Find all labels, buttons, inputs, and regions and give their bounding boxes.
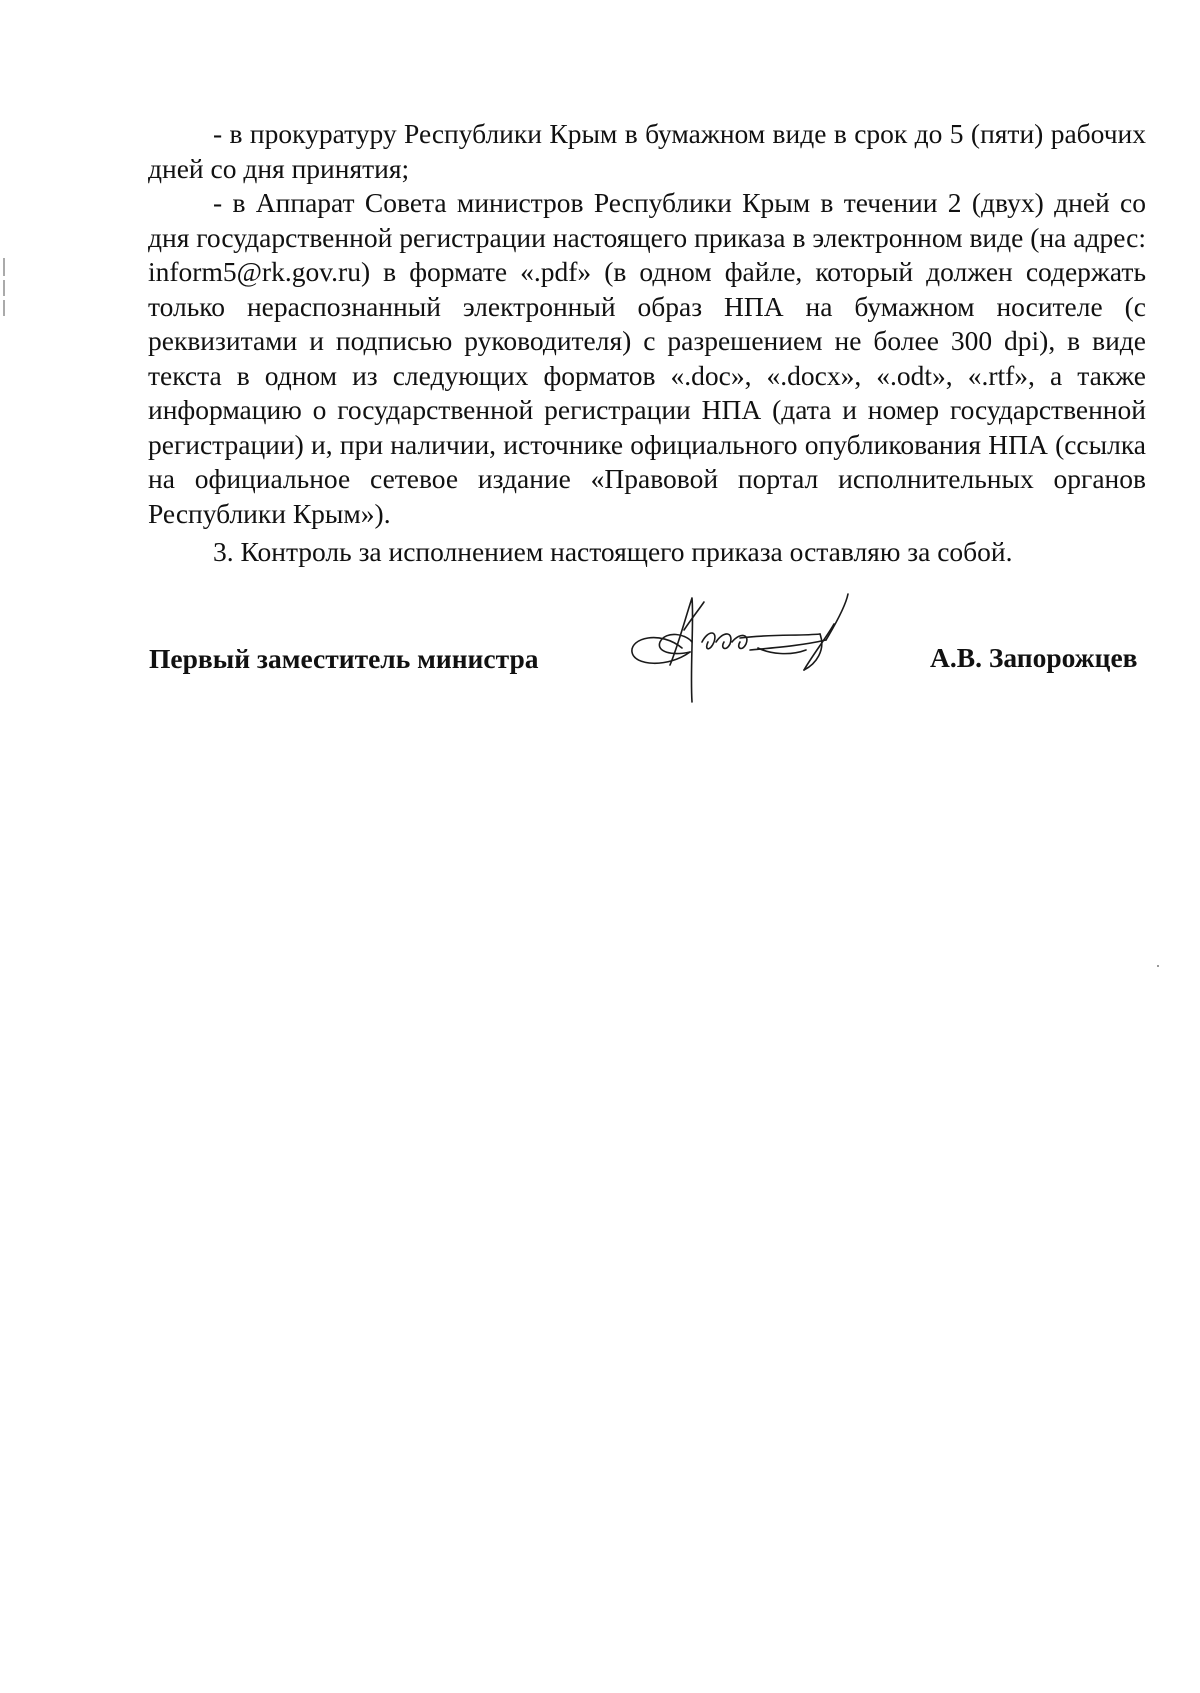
signatory-position: Первый заместитель министра: [149, 643, 539, 674]
scan-speck: [1157, 965, 1159, 967]
document-body: [148, 117, 1146, 570]
handwritten-signature: [620, 590, 860, 710]
signatory-name: А.В. Запорожцев: [930, 642, 1138, 673]
paragraph-prosecutor: - в прокуратуру Республики Крым в бумажном виде в срок до 5 (пяти) рабочих дней со дня принятия;: [148, 118, 1146, 184]
scan-margin-marks: [2, 258, 8, 318]
paragraph-control: 3. Контроль за исполнением настоящего приказа оставляю за собой.: [213, 536, 1013, 567]
paragraph-council-apparatus: - в Аппарат Совета министров Республики Крым в течении 2 (двух) дней со дня государственной регистрации настоящего приказа в электронном виде (на адрес: inform5@rk.gov.ru) в формате «.pdf» (в одном файле, который должен содержать только нераспознанный электронный образ НПА на бумажном носителе (с реквизитами и подписью руководителя) с разрешением не более 300 dpi), в виде текста в одном из следующих форматов «.doc», «.docx», «.odt», «.rtf», а также информацию о государственной регистрации НПА (дата и номер государственной регистрации) и, при наличии, источнике официального опубликования НПА (ссылка на официальное сетевое издание «Правовой портал исполнительных органов Республики Крым»).: [148, 187, 1146, 529]
